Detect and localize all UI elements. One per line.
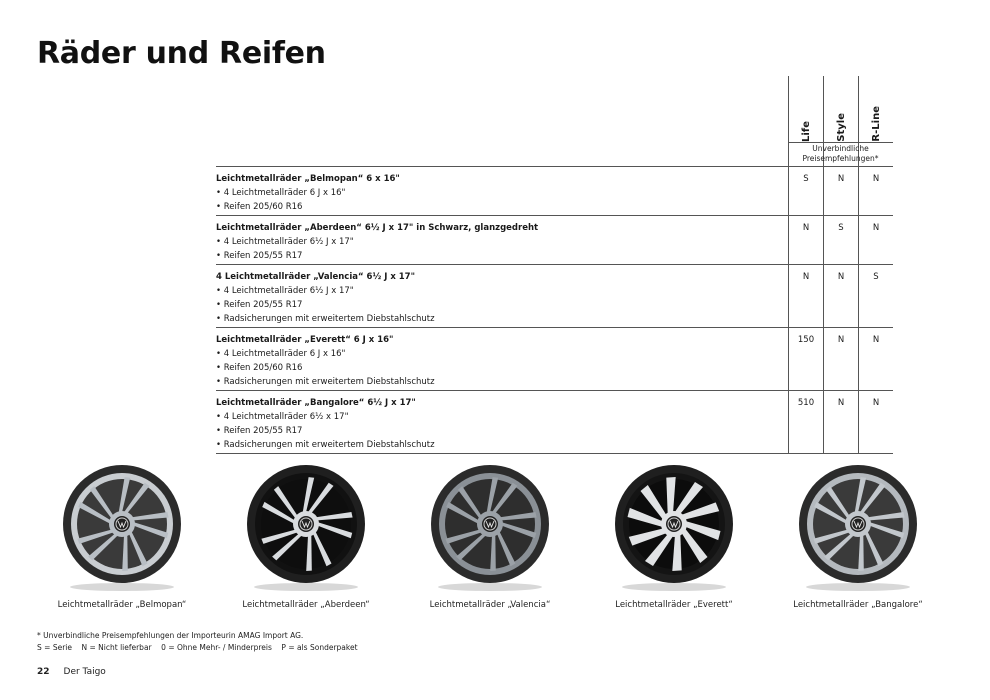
row-divider [216,453,893,454]
wheel-caption: Leichtmetallräder „Belmopan“ [57,600,187,610]
value-life: S [803,174,809,184]
row-bullet: • Reifen 205/60 R16 [216,202,303,212]
row-bullet: • Radsicherungen mit erweitertem Diebstahlschutz [216,440,435,450]
column-header-r-line [859,76,893,142]
column-header-style [824,76,858,142]
row-bullet: • Reifen 205/55 R17 [216,251,303,261]
footnote: * Unverbindliche Preisempfehlungen der Importeurin AMAG Import AG. [37,631,304,640]
row-bullet: • 4 Leichtmetallräder 6½ J x 17" [216,237,354,247]
table-row [216,391,893,452]
aberdeen-wheel-icon [236,464,376,594]
column-header-life [789,76,823,142]
table-row [216,167,893,214]
wheel-caption: Leichtmetallräder „Aberdeen“ [242,600,370,610]
row-bullet: • 4 Leichtmetallräder 6½ x 17" [216,412,349,422]
row-bullet: • Radsicherungen mit erweitertem Diebstahlschutz [216,377,435,387]
row-bullet: • Radsicherungen mit erweitertem Diebstahlschutz [216,314,435,324]
value-style: S [838,223,844,233]
value-life: N [802,272,810,282]
price-header-divider [788,142,893,143]
page-title: Räder und Reifen [37,36,326,71]
value-style: N [837,398,845,408]
row-bullet: • 4 Leichtmetallräder 6½ J x 17" [216,286,354,296]
page-label: Der Taigo [63,667,106,677]
value-r-line: N [872,174,880,184]
row-bullet: • 4 Leichtmetallräder 6 J x 16" [216,349,346,359]
table-row [216,265,893,326]
price-note: Unverbindliche Preisempfehlungen* [802,144,879,163]
row-title: Leichtmetallräder „Bangalore“ 6½ J x 17" [216,398,416,408]
row-title: Leichtmetallräder „Aberdeen“ 6½ J x 17" in Schwarz, glanzgedreht [216,223,539,233]
value-style: N [837,272,845,282]
row-bullet: • Reifen 205/55 R17 [216,426,303,436]
belmopan-wheel-icon [52,464,192,594]
value-style: N [837,335,845,345]
row-bullet: • 4 Leichtmetallräder 6 J x 16" [216,188,346,198]
column-header-label: R-Line [870,106,882,142]
table-row [216,216,893,263]
value-style: N [837,174,845,184]
row-title: Leichtmetallräder „Everett“ 6 J x 16" [216,335,394,345]
value-life: N [802,223,810,233]
value-life: 150 [797,335,815,345]
value-r-line: S [873,272,879,282]
row-bullet: • Reifen 205/55 R17 [216,300,303,310]
column-header-label: Life [800,121,812,142]
row-title: 4 Leichtmetallräder „Valencia“ 6½ J x 17" [216,272,416,282]
table-row [216,328,893,389]
value-r-line: N [872,398,880,408]
column-header-label: Style [835,113,847,142]
wheel-caption: Leichtmetallräder „Everett“ [615,600,733,610]
valencia-wheel-icon [420,464,560,594]
row-bullet: • Reifen 205/60 R16 [216,363,303,373]
legend: S = Serie N = Nicht lieferbar 0 = Ohne Mehr- / Minderpreis P = als Sonderpaket [37,643,358,652]
value-r-line: N [872,223,880,233]
value-r-line: N [872,335,880,345]
page-footer [37,667,106,677]
page-number: 22 [37,667,50,677]
row-title: Leichtmetallräder „Belmopan“ 6 x 16" [216,174,400,184]
everett-wheel-icon [604,464,744,594]
bangalore-wheel-icon [788,464,928,594]
wheel-caption: Leichtmetallräder „Bangalore“ [793,600,923,610]
value-life: 510 [797,398,815,408]
wheel-caption: Leichtmetallräder „Valencia“ [429,600,551,610]
